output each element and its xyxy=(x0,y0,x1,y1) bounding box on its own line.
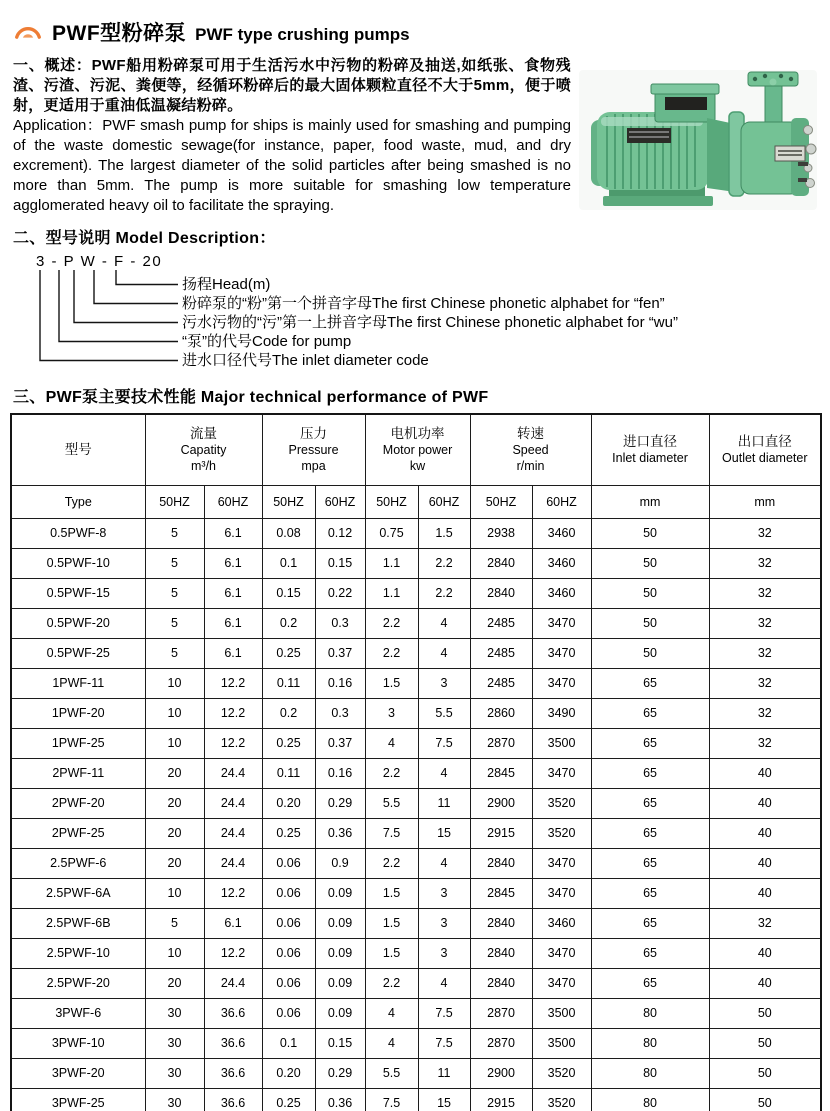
value-cell: 0.15 xyxy=(315,548,365,578)
model-code-label: 进水口径代号The inlet diameter code xyxy=(182,352,429,369)
overview-paragraph-zh: 一、概述：PWF船用粉碎泵可用于生活污水中污物的粉碎及抽送,如纸张、食物残渣、污渣、污泥、粪便等，经循环粉碎后的最大固体颗粒直径不大于5mm，便于喷射，更适用于重油低温凝结粉碎。 xyxy=(13,57,571,114)
pump-product-photo xyxy=(579,70,817,210)
value-cell: 3 xyxy=(418,938,470,968)
value-cell: 7.5 xyxy=(365,818,418,848)
value-cell: 65 xyxy=(591,938,709,968)
value-cell: 3460 xyxy=(532,548,591,578)
value-cell: 4 xyxy=(365,998,418,1028)
freq-header: 50HZ xyxy=(470,485,532,518)
value-cell: 2870 xyxy=(470,1028,532,1058)
value-cell: 40 xyxy=(709,968,821,998)
value-cell: 3470 xyxy=(532,878,591,908)
value-cell: 2.2 xyxy=(418,578,470,608)
model-code-label: “泵”的代号Code for pump xyxy=(182,333,352,350)
value-cell: 10 xyxy=(145,878,204,908)
value-cell: 1.5 xyxy=(365,938,418,968)
value-cell: 11 xyxy=(418,788,470,818)
model-type-cell: 2PWF-20 xyxy=(11,788,145,818)
value-cell: 24.4 xyxy=(204,848,262,878)
value-cell: 30 xyxy=(145,1028,204,1058)
col-header-inlet: 进口直径 Inlet diameter xyxy=(591,414,709,485)
model-type-cell: 2.5PWF-6B xyxy=(11,908,145,938)
value-cell: 32 xyxy=(709,908,821,938)
table-row xyxy=(11,1058,821,1088)
value-cell: 6.1 xyxy=(204,518,262,548)
value-cell: 2.2 xyxy=(365,638,418,668)
value-cell: 7.5 xyxy=(365,1088,418,1111)
value-cell: 50 xyxy=(591,638,709,668)
page-title xyxy=(52,17,410,47)
value-cell: 0.16 xyxy=(315,758,365,788)
model-code-label: 污水污物的“污”第一上拼音字母The first Chinese phonetic alphabet for “wu” xyxy=(182,314,678,331)
model-type-cell: 3PWF-25 xyxy=(11,1088,145,1111)
value-cell: 2840 xyxy=(470,578,532,608)
value-cell: 5.5 xyxy=(418,698,470,728)
value-cell: 3470 xyxy=(532,608,591,638)
model-type-cell: 2PWF-11 xyxy=(11,758,145,788)
value-cell: 0.15 xyxy=(315,1028,365,1058)
value-cell: 3 xyxy=(418,878,470,908)
value-cell: 0.09 xyxy=(315,968,365,998)
value-cell: 2485 xyxy=(470,608,532,638)
value-cell: 2840 xyxy=(470,968,532,998)
model-code-labels xyxy=(182,275,678,370)
value-cell: 2870 xyxy=(470,728,532,758)
model-code-label: 粉碎泵的“粉”第一个拼音字母The first Chinese phonetic alphabet for “fen” xyxy=(182,295,665,312)
value-cell: 50 xyxy=(591,578,709,608)
col-header-capacity: 流量 Capatity m³/h xyxy=(145,414,262,485)
value-cell: 1.5 xyxy=(365,878,418,908)
value-cell: 11 xyxy=(418,1058,470,1088)
freq-header: 60HZ xyxy=(315,485,365,518)
model-type-cell: 3PWF-20 xyxy=(11,1058,145,1088)
value-cell: 3470 xyxy=(532,938,591,968)
value-cell: 3470 xyxy=(532,968,591,998)
value-cell: 5 xyxy=(145,608,204,638)
model-description-heading: 二、型号说明 Model Description： xyxy=(13,230,276,247)
value-cell: 3 xyxy=(365,698,418,728)
value-cell: 0.11 xyxy=(262,668,315,698)
page-title-zh: PWF型粉碎泵 xyxy=(52,22,187,45)
model-type-cell: 2PWF-25 xyxy=(11,818,145,848)
value-cell: 24.4 xyxy=(204,788,262,818)
table-row xyxy=(11,1028,821,1058)
value-cell: 40 xyxy=(709,818,821,848)
value-cell: 5.5 xyxy=(365,788,418,818)
value-cell: 2.2 xyxy=(365,608,418,638)
value-cell: 5 xyxy=(145,638,204,668)
value-cell: 3520 xyxy=(532,818,591,848)
model-code-label: 扬程Head(m) xyxy=(182,276,271,293)
value-cell: 1.5 xyxy=(365,668,418,698)
value-cell: 50 xyxy=(709,1058,821,1088)
value-cell: 0.25 xyxy=(262,638,315,668)
value-cell: 0.37 xyxy=(315,638,365,668)
value-cell: 0.22 xyxy=(315,578,365,608)
table-row xyxy=(11,728,821,758)
value-cell: 2840 xyxy=(470,848,532,878)
value-cell: 4 xyxy=(418,758,470,788)
performance-table xyxy=(10,413,822,1111)
value-cell: 0.16 xyxy=(315,668,365,698)
model-code-diagram xyxy=(32,253,830,375)
model-type-cell: 0.5PWF-20 xyxy=(11,608,145,638)
value-cell: 0.09 xyxy=(315,878,365,908)
table-row xyxy=(11,548,821,578)
value-cell: 0.36 xyxy=(315,818,365,848)
table-row xyxy=(11,878,821,908)
value-cell: 2915 xyxy=(470,818,532,848)
table-row xyxy=(11,698,821,728)
value-cell: 20 xyxy=(145,848,204,878)
value-cell: 0.09 xyxy=(315,908,365,938)
value-cell: 4 xyxy=(418,968,470,998)
value-cell: 0.15 xyxy=(262,578,315,608)
value-cell: 2900 xyxy=(470,1058,532,1088)
model-type-cell: 1PWF-11 xyxy=(11,668,145,698)
value-cell: 12.2 xyxy=(204,668,262,698)
value-cell: 2860 xyxy=(470,698,532,728)
value-cell: 80 xyxy=(591,1028,709,1058)
value-cell: 65 xyxy=(591,668,709,698)
value-cell: 50 xyxy=(709,1028,821,1058)
table-row xyxy=(11,608,821,638)
col-header-model: 型号 xyxy=(11,414,145,485)
value-cell: 0.20 xyxy=(262,1058,315,1088)
overview-paragraph-en: Application：PWF smash pump for ships is mainly used for smashing and pumping of the waste domestic sewage(for instance, paper, food waste, mud, and dry excrement). The largest diameter of the solid particles after being smashed is no more than 5mm. The pump is more suitable for smashing low temperature agglomerated heavy oil to facilitate the spraying. xyxy=(13,117,571,214)
value-cell: 3520 xyxy=(532,1058,591,1088)
value-cell: 5 xyxy=(145,578,204,608)
value-cell: 7.5 xyxy=(418,728,470,758)
value-cell: 30 xyxy=(145,1088,204,1111)
value-cell: 0.29 xyxy=(315,1058,365,1088)
value-cell: 32 xyxy=(709,668,821,698)
value-cell: 0.20 xyxy=(262,788,315,818)
model-type-cell: 2.5PWF-10 xyxy=(11,938,145,968)
table-row xyxy=(11,908,821,938)
value-cell: 3470 xyxy=(532,848,591,878)
value-cell: 4 xyxy=(365,728,418,758)
table-row xyxy=(11,938,821,968)
value-cell: 65 xyxy=(591,788,709,818)
model-type-cell: 3PWF-6 xyxy=(11,998,145,1028)
model-type-cell: 1PWF-20 xyxy=(11,698,145,728)
value-cell: 0.29 xyxy=(315,788,365,818)
value-cell: 10 xyxy=(145,728,204,758)
value-cell: 36.6 xyxy=(204,1088,262,1111)
value-cell: 5 xyxy=(145,548,204,578)
value-cell: 0.36 xyxy=(315,1088,365,1111)
value-cell: 36.6 xyxy=(204,1058,262,1088)
value-cell: 2485 xyxy=(470,668,532,698)
model-type-cell: 2.5PWF-6 xyxy=(11,848,145,878)
value-cell: 0.06 xyxy=(262,998,315,1028)
value-cell: 2845 xyxy=(470,878,532,908)
value-cell: 0.3 xyxy=(315,698,365,728)
value-cell: 20 xyxy=(145,818,204,848)
value-cell: 0.9 xyxy=(315,848,365,878)
value-cell: 10 xyxy=(145,938,204,968)
freq-header: 50HZ xyxy=(262,485,315,518)
value-cell: 0.06 xyxy=(262,938,315,968)
value-cell: 2845 xyxy=(470,758,532,788)
model-type-cell: 0.5PWF-15 xyxy=(11,578,145,608)
value-cell: 40 xyxy=(709,848,821,878)
value-cell: 36.6 xyxy=(204,998,262,1028)
value-cell: 12.2 xyxy=(204,878,262,908)
value-cell: 50 xyxy=(591,518,709,548)
value-cell: 36.6 xyxy=(204,1028,262,1058)
value-cell: 65 xyxy=(591,878,709,908)
value-cell: 80 xyxy=(591,998,709,1028)
table-row xyxy=(11,638,821,668)
value-cell: 3470 xyxy=(532,758,591,788)
value-cell: 2.2 xyxy=(365,758,418,788)
value-cell: 2840 xyxy=(470,548,532,578)
value-cell: 0.25 xyxy=(262,818,315,848)
model-type-cell: 2.5PWF-6A xyxy=(11,878,145,908)
value-cell: 0.06 xyxy=(262,848,315,878)
value-cell: 3460 xyxy=(532,578,591,608)
table-row xyxy=(11,788,821,818)
value-cell: 2938 xyxy=(470,518,532,548)
value-cell: 3470 xyxy=(532,668,591,698)
value-cell: 2900 xyxy=(470,788,532,818)
value-cell: 24.4 xyxy=(204,968,262,998)
model-type-cell: 0.5PWF-25 xyxy=(11,638,145,668)
value-cell: 65 xyxy=(591,848,709,878)
value-cell: 5.5 xyxy=(365,1058,418,1088)
value-cell: 0.1 xyxy=(262,548,315,578)
table-row xyxy=(11,1088,821,1111)
value-cell: 3490 xyxy=(532,698,591,728)
model-type-cell: 0.5PWF-8 xyxy=(11,518,145,548)
value-cell: 0.11 xyxy=(262,758,315,788)
value-cell: 6.1 xyxy=(204,608,262,638)
value-cell: 80 xyxy=(591,1058,709,1088)
value-cell: 32 xyxy=(709,728,821,758)
value-cell: 3500 xyxy=(532,1028,591,1058)
value-cell: 50 xyxy=(591,608,709,638)
value-cell: 65 xyxy=(591,758,709,788)
value-cell: 24.4 xyxy=(204,818,262,848)
value-cell: 0.25 xyxy=(262,728,315,758)
table-row xyxy=(11,668,821,698)
value-cell: 40 xyxy=(709,938,821,968)
page-header xyxy=(0,0,830,47)
value-cell: 15 xyxy=(418,818,470,848)
value-cell: 20 xyxy=(145,788,204,818)
model-type-cell: 0.5PWF-10 xyxy=(11,548,145,578)
model-type-cell: 1PWF-25 xyxy=(11,728,145,758)
value-cell: 3460 xyxy=(532,518,591,548)
value-cell: 0.09 xyxy=(315,998,365,1028)
value-cell: 3 xyxy=(418,668,470,698)
value-cell: 4 xyxy=(365,1028,418,1058)
value-cell: 3500 xyxy=(532,728,591,758)
table-row xyxy=(11,968,821,998)
table-row xyxy=(11,818,821,848)
table-row xyxy=(11,578,821,608)
value-cell: 0.06 xyxy=(262,908,315,938)
value-cell: 2.2 xyxy=(418,548,470,578)
page-title-en: PWF type crushing pumps xyxy=(195,25,410,44)
value-cell: 4 xyxy=(418,608,470,638)
col-header-speed: 转速 Speed r/min xyxy=(470,414,591,485)
value-cell: 2870 xyxy=(470,998,532,1028)
value-cell: 32 xyxy=(709,518,821,548)
brand-arc-icon xyxy=(13,21,43,43)
value-cell: 2.2 xyxy=(365,848,418,878)
col-header-outlet: 出口直径 Outlet diameter xyxy=(709,414,821,485)
value-cell: 65 xyxy=(591,698,709,728)
col-header-pressure: 压力 Pressure mpa xyxy=(262,414,365,485)
table-header-row-units xyxy=(11,485,821,518)
value-cell: 0.12 xyxy=(315,518,365,548)
value-cell: 4 xyxy=(418,638,470,668)
value-cell: 2485 xyxy=(470,638,532,668)
value-cell: 1.1 xyxy=(365,548,418,578)
value-cell: 7.5 xyxy=(418,998,470,1028)
value-cell: 20 xyxy=(145,758,204,788)
value-cell: 0.06 xyxy=(262,878,315,908)
value-cell: 12.2 xyxy=(204,698,262,728)
value-cell: 0.2 xyxy=(262,608,315,638)
value-cell: 0.2 xyxy=(262,698,315,728)
value-cell: 65 xyxy=(591,908,709,938)
value-cell: 6.1 xyxy=(204,638,262,668)
value-cell: 0.3 xyxy=(315,608,365,638)
value-cell: 2.2 xyxy=(365,968,418,998)
freq-header: 60HZ xyxy=(204,485,262,518)
value-cell: 6.1 xyxy=(204,908,262,938)
value-cell: 3500 xyxy=(532,998,591,1028)
value-cell: 24.4 xyxy=(204,758,262,788)
value-cell: 40 xyxy=(709,758,821,788)
freq-header: 50HZ xyxy=(365,485,418,518)
value-cell: 65 xyxy=(591,968,709,998)
value-cell: 5 xyxy=(145,518,204,548)
value-cell: 1.5 xyxy=(418,518,470,548)
value-cell: 0.1 xyxy=(262,1028,315,1058)
value-cell: 12.2 xyxy=(204,938,262,968)
freq-header: 60HZ xyxy=(418,485,470,518)
performance-heading: 三、PWF泵主要技术性能 Major technical performance of PWF xyxy=(13,389,489,406)
value-cell: 3520 xyxy=(532,788,591,818)
value-cell: 32 xyxy=(709,608,821,638)
value-cell: 2840 xyxy=(470,908,532,938)
value-cell: 32 xyxy=(709,548,821,578)
value-cell: 30 xyxy=(145,1058,204,1088)
value-cell: 40 xyxy=(709,878,821,908)
value-cell: 3520 xyxy=(532,1088,591,1111)
value-cell: 32 xyxy=(709,698,821,728)
value-cell: 7.5 xyxy=(418,1028,470,1058)
freq-header: 50HZ xyxy=(145,485,204,518)
col-header-motor-power: 电机功率 Motor power kw xyxy=(365,414,470,485)
freq-header: 60HZ xyxy=(532,485,591,518)
value-cell: 10 xyxy=(145,668,204,698)
outlet-unit-header: mm xyxy=(709,485,821,518)
value-cell: 2915 xyxy=(470,1088,532,1111)
value-cell: 32 xyxy=(709,578,821,608)
value-cell: 5 xyxy=(145,908,204,938)
overview-section xyxy=(13,56,817,216)
model-type-cell: 2.5PWF-20 xyxy=(11,968,145,998)
value-cell: 0.06 xyxy=(262,968,315,998)
value-cell: 3460 xyxy=(532,908,591,938)
value-cell: 2840 xyxy=(470,938,532,968)
value-cell: 15 xyxy=(418,1088,470,1111)
value-cell: 0.25 xyxy=(262,1088,315,1111)
value-cell: 50 xyxy=(591,548,709,578)
value-cell: 1.5 xyxy=(365,908,418,938)
value-cell: 1.1 xyxy=(365,578,418,608)
table-row xyxy=(11,758,821,788)
value-cell: 50 xyxy=(709,998,821,1028)
table-row xyxy=(11,848,821,878)
value-cell: 4 xyxy=(418,848,470,878)
value-cell: 32 xyxy=(709,638,821,668)
value-cell: 3470 xyxy=(532,638,591,668)
model-type-cell: 3PWF-10 xyxy=(11,1028,145,1058)
inlet-unit-header: mm xyxy=(591,485,709,518)
value-cell: 40 xyxy=(709,788,821,818)
value-cell: 6.1 xyxy=(204,548,262,578)
model-code-text: 3 - P W - F - 20 xyxy=(36,253,163,270)
value-cell: 80 xyxy=(591,1088,709,1111)
value-cell: 0.09 xyxy=(315,938,365,968)
table-row xyxy=(11,998,821,1028)
value-cell: 50 xyxy=(709,1088,821,1111)
value-cell: 30 xyxy=(145,998,204,1028)
value-cell: 6.1 xyxy=(204,578,262,608)
value-cell: 12.2 xyxy=(204,728,262,758)
table-row xyxy=(11,518,821,548)
value-cell: 65 xyxy=(591,728,709,758)
col-subheader-type: Type xyxy=(11,485,145,518)
value-cell: 0.08 xyxy=(262,518,315,548)
value-cell: 3 xyxy=(418,908,470,938)
table-header-row-groups xyxy=(11,414,821,485)
value-cell: 20 xyxy=(145,968,204,998)
value-cell: 0.75 xyxy=(365,518,418,548)
value-cell: 0.37 xyxy=(315,728,365,758)
value-cell: 10 xyxy=(145,698,204,728)
value-cell: 65 xyxy=(591,818,709,848)
